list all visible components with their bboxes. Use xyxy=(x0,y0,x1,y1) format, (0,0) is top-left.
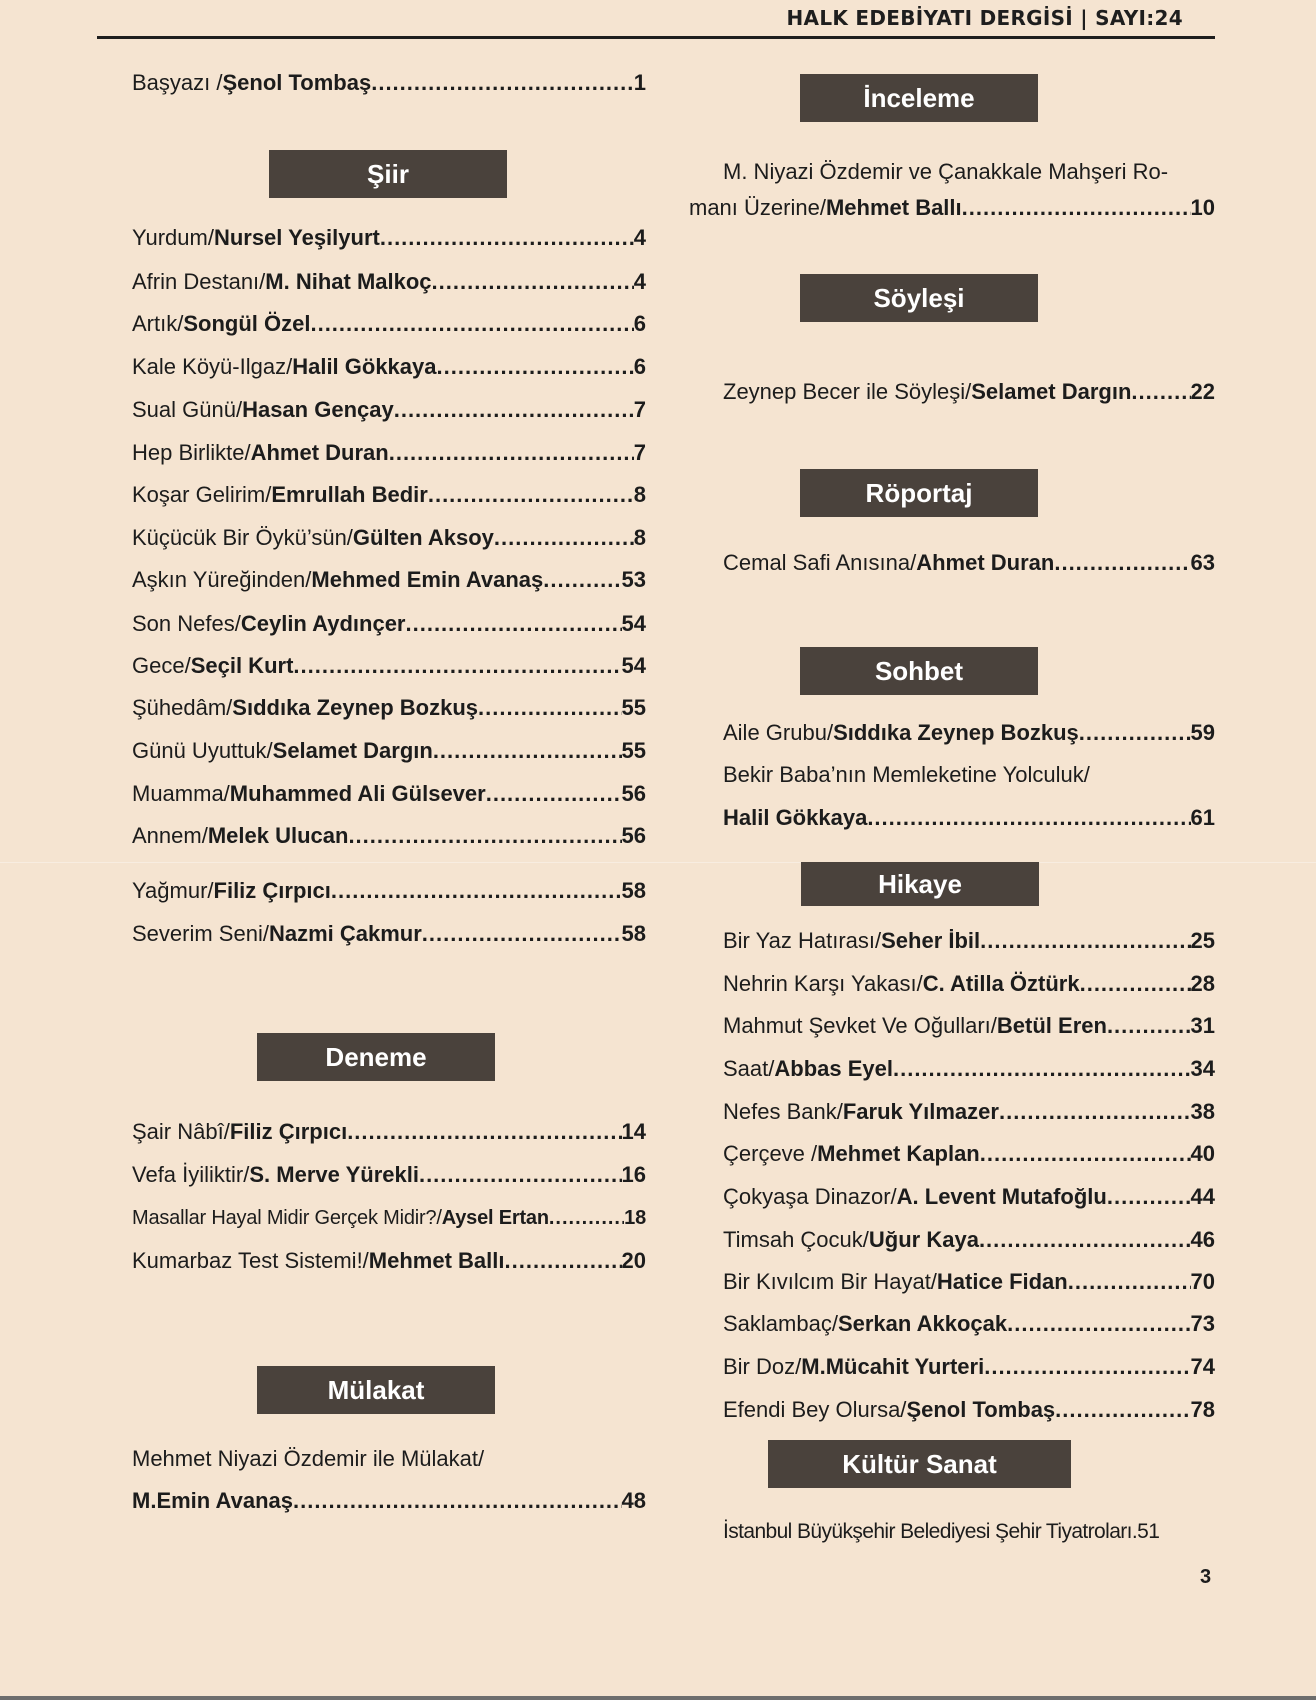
entry-page: 31 xyxy=(1190,1013,1215,1038)
entry-page: 22 xyxy=(1190,379,1215,404)
dot-leader xyxy=(293,651,621,681)
dot-leader xyxy=(1055,1395,1190,1425)
entry-title: Mahmut Şevket Ve Oğulları/ xyxy=(723,1013,997,1038)
entry-author: C. Atilla Öztürk xyxy=(922,971,1080,996)
entry-title: Yurdum/ xyxy=(132,225,214,250)
entry-title: Koşar Gelirim/ xyxy=(132,482,272,507)
entry-title: Çokyaşa Dinazor/ xyxy=(723,1184,897,1209)
entry-title: Nefes Bank/ xyxy=(723,1099,843,1124)
toc-entry-sohbet-1[interactable] xyxy=(689,718,1215,748)
dot-leader xyxy=(962,193,1191,223)
section-heading-roportaj: Röportaj xyxy=(800,469,1038,517)
entry-title: Afrin Destanı/ xyxy=(132,269,266,294)
dot-leader xyxy=(428,480,634,510)
dot-leader xyxy=(1068,1267,1191,1297)
toc-entry[interactable] xyxy=(132,1160,646,1190)
entry-author: Mehmet Ballı xyxy=(368,1248,505,1273)
section-heading-kultur-sanat: Kültür Sanat xyxy=(768,1440,1071,1488)
dot-leader xyxy=(422,919,622,949)
section-heading-deneme: Deneme xyxy=(257,1033,495,1081)
entry-page: 38 xyxy=(1190,1099,1215,1124)
toc-entry[interactable] xyxy=(689,1011,1215,1041)
dot-leader xyxy=(1107,1011,1191,1041)
entry-page: 61 xyxy=(1190,805,1215,830)
entry-author: Aysel Ertan xyxy=(441,1207,549,1229)
entry-title: Şair Nâbî/ xyxy=(132,1119,230,1144)
entry-author: Selamet Dargın xyxy=(971,379,1132,404)
dot-leader xyxy=(980,1139,1191,1169)
toc-entry-editorial[interactable] xyxy=(132,68,646,98)
entry-title: Efendi Bey Olursa/ xyxy=(723,1397,907,1422)
entry-page: 55 xyxy=(621,695,646,720)
entry-page: 18 xyxy=(624,1207,646,1229)
entry-page: 58 xyxy=(621,921,646,946)
dot-leader xyxy=(979,1225,1191,1255)
section-heading-mulakat: Mülakat xyxy=(257,1366,495,1414)
entry-page: 1 xyxy=(633,70,646,95)
entry-author: M. Nihat Malkoç xyxy=(265,269,432,294)
entry-title: Zeynep Becer ile Söyleşi/ xyxy=(723,379,972,404)
entry-page: 4 xyxy=(633,225,646,250)
entry-title: Günü Uyuttuk/ xyxy=(132,738,273,763)
page-header xyxy=(97,0,1215,39)
entry-author: M.Emin Avanaş xyxy=(132,1488,293,1513)
entry-author: Betül Eren xyxy=(996,1013,1107,1038)
page-number: 3 xyxy=(1200,1566,1212,1588)
kultur-sanat-entry[interactable]: İstanbul Büyükşehir Belediyesi Şehir Tiyatroları.51 xyxy=(723,1520,1160,1543)
entry-page: 16 xyxy=(621,1162,646,1187)
entry-title: Yağmur/ xyxy=(132,878,214,903)
inceleme-title-line[interactable]: M. Niyazi Özdemir ve Çanakkale Mahşeri Ro- xyxy=(723,159,1169,184)
entry-author: Nazmi Çakmur xyxy=(268,921,422,946)
entry-title: Bir Doz/ xyxy=(723,1354,802,1379)
toc-entry[interactable] xyxy=(689,926,1215,956)
entry-author: M.Mücahit Yurteri xyxy=(801,1354,985,1379)
toc-entry[interactable] xyxy=(132,352,646,382)
dot-leader xyxy=(419,1160,622,1190)
entry-author: Hasan Gençay xyxy=(242,397,394,422)
toc-entry-inceleme[interactable] xyxy=(689,193,1215,223)
dot-leader xyxy=(331,876,622,906)
toc-entry[interactable] xyxy=(132,395,646,425)
entry-title: Gece/ xyxy=(132,653,191,678)
entry-page: 20 xyxy=(621,1248,646,1273)
dot-leader xyxy=(984,1352,1190,1382)
toc-entry[interactable] xyxy=(132,919,646,949)
entry-page: 73 xyxy=(1190,1311,1215,1336)
entry-page: 6 xyxy=(633,311,646,336)
entry-page: 8 xyxy=(633,525,646,550)
entry-author: Muhammed Ali Gülsever xyxy=(229,781,486,806)
dot-leader xyxy=(406,609,622,639)
dot-leader xyxy=(1080,969,1191,999)
toc-entry[interactable] xyxy=(689,1139,1215,1169)
dot-leader xyxy=(310,309,633,339)
entry-author: Halil Gökkaya xyxy=(723,805,868,830)
toc-entry[interactable] xyxy=(132,779,646,809)
entry-page: 54 xyxy=(621,653,646,678)
mulakat-title-line[interactable]: Mehmet Niyazi Özdemir ile Mülakat/ xyxy=(132,1446,485,1471)
entry-page: 28 xyxy=(1190,971,1215,996)
entry-title: Nehrin Karşı Yakası/ xyxy=(723,971,923,996)
entry-author: Mehmet Kaplan xyxy=(817,1141,980,1166)
entry-title: Timsah Çocuk/ xyxy=(723,1227,869,1252)
entry-author: Seçil Kurt xyxy=(190,653,294,678)
toc-entry[interactable] xyxy=(132,438,646,468)
toc-entry[interactable] xyxy=(132,565,646,595)
toc-entry[interactable] xyxy=(689,1395,1215,1425)
sohbet-2-title-line[interactable]: Bekir Baba’nın Memleketine Yolculuk/ xyxy=(723,762,1090,787)
toc-entry[interactable] xyxy=(132,309,646,339)
toc-entry[interactable] xyxy=(689,1054,1215,1084)
dot-leader xyxy=(1007,1309,1190,1339)
entry-title: Artık/ xyxy=(132,311,184,336)
section-heading-soylesi: Söyleşi xyxy=(800,274,1038,322)
entry-author: Seher İbil xyxy=(881,928,981,953)
dot-leader xyxy=(505,1246,622,1276)
dot-leader xyxy=(348,821,621,851)
dot-leader xyxy=(494,523,634,553)
entry-author: Filiz Çırpıcı xyxy=(213,878,331,903)
entry-author: Filiz Çırpıcı xyxy=(229,1119,348,1144)
dot-leader xyxy=(486,779,622,809)
entry-author: Nursel Yeşilyurt xyxy=(213,225,380,250)
entry-author: A. Levent Mutafoğlu xyxy=(896,1184,1107,1209)
entry-author: Gülten Aksoy xyxy=(352,525,494,550)
dot-leader xyxy=(543,565,621,595)
entry-title: Saat/ xyxy=(723,1056,775,1081)
section-heading-siir: Şiir xyxy=(269,150,507,198)
toc-entry[interactable] xyxy=(132,1246,646,1276)
dot-leader xyxy=(1107,1182,1191,1212)
entry-title: Kumarbaz Test Sistemi!/ xyxy=(132,1248,369,1273)
entry-author: Selamet Dargın xyxy=(272,738,433,763)
entry-author: Ceylin Aydınçer xyxy=(240,611,406,636)
toc-entry[interactable] xyxy=(132,736,646,766)
entry-title: Severim Seni/ xyxy=(132,921,269,946)
entry-title: Cemal Safi Anısına/ xyxy=(723,550,917,575)
entry-author: Melek Ulucan xyxy=(207,823,349,848)
dot-leader xyxy=(380,223,634,253)
dot-leader xyxy=(549,1203,624,1233)
entry-author: Şenol Tombaş xyxy=(906,1397,1056,1422)
toc-entry[interactable] xyxy=(132,523,646,553)
dot-leader xyxy=(893,1054,1191,1084)
entry-page: 34 xyxy=(1190,1056,1215,1081)
toc-entry-sohbet-2[interactable] xyxy=(689,803,1215,833)
toc-entry[interactable] xyxy=(132,876,646,906)
entry-page: 40 xyxy=(1190,1141,1215,1166)
toc-entry[interactable] xyxy=(132,609,646,639)
dot-leader xyxy=(478,693,621,723)
toc-entry[interactable] xyxy=(689,1182,1215,1212)
toc-entry[interactable] xyxy=(689,1352,1215,1382)
entry-title: Vefa İyiliktir/ xyxy=(132,1162,250,1187)
entry-page: 25 xyxy=(1190,928,1215,953)
dot-leader xyxy=(1131,377,1190,407)
entry-title: Saklambaç/ xyxy=(723,1311,838,1336)
magazine-title: HALK EDEBİYATI DERGİSİ | SAYI:24 xyxy=(786,6,1183,30)
entry-title: Sual Günü/ xyxy=(132,397,243,422)
entry-author: Serkan Akkoçak xyxy=(837,1311,1008,1336)
dot-leader xyxy=(437,352,634,382)
toc-entry[interactable] xyxy=(132,480,646,510)
entry-title: Masallar Hayal Midir Gerçek Midir?/ xyxy=(132,1207,442,1229)
toc-entry-roportaj[interactable] xyxy=(689,548,1215,578)
toc-entry[interactable] xyxy=(132,693,646,723)
section-heading-sohbet: Sohbet xyxy=(800,647,1038,695)
entry-author: Abbas Eyel xyxy=(774,1056,893,1081)
entry-title: Muamma/ xyxy=(132,781,230,806)
dot-leader xyxy=(371,68,634,98)
entry-title: Çerçeve / xyxy=(723,1141,818,1166)
entry-page: 6 xyxy=(633,354,646,379)
entry-author: Mehmet Ballı xyxy=(825,195,962,220)
entry-author: Sıddıka Zeynep Bozkuş xyxy=(232,695,479,720)
entry-page: 8 xyxy=(633,482,646,507)
dot-leader xyxy=(432,267,634,297)
toc-entry[interactable] xyxy=(689,969,1215,999)
entry-page: 48 xyxy=(621,1488,646,1513)
toc-entry-soylesi[interactable] xyxy=(689,377,1215,407)
entry-page: 7 xyxy=(633,440,646,465)
entry-page: 14 xyxy=(621,1119,646,1144)
entry-author: S. Merve Yürekli xyxy=(249,1162,419,1187)
entry-page: 56 xyxy=(621,781,646,806)
dot-leader xyxy=(1054,548,1190,578)
toc-entry[interactable] xyxy=(689,1309,1215,1339)
entry-author: Ahmet Duran xyxy=(250,440,389,465)
section-heading-hikaye: Hikaye xyxy=(801,862,1039,906)
entry-page: 55 xyxy=(621,738,646,763)
section-heading-inceleme: İnceleme xyxy=(800,74,1038,122)
toc-entry[interactable] xyxy=(132,651,646,681)
entry-title: Son Nefes/ xyxy=(132,611,241,636)
entry-author: Mehmed Emin Avanaş xyxy=(311,567,544,592)
entry-author: Songül Özel xyxy=(183,311,311,336)
entry-page: 4 xyxy=(633,269,646,294)
dot-leader xyxy=(394,395,634,425)
entry-title: Aile Grubu/ xyxy=(723,720,834,745)
entry-page: 59 xyxy=(1190,720,1215,745)
entry-page: 70 xyxy=(1190,1269,1215,1294)
dot-leader xyxy=(867,803,1190,833)
entry-title: Şühedâm/ xyxy=(132,695,233,720)
dot-leader xyxy=(389,438,634,468)
entry-title: manı Üzerine/ xyxy=(689,195,826,220)
entry-page: 63 xyxy=(1190,550,1215,575)
dot-leader xyxy=(1079,718,1191,748)
entry-page: 56 xyxy=(621,823,646,848)
entry-page: 44 xyxy=(1190,1184,1215,1209)
entry-page: 74 xyxy=(1190,1354,1215,1379)
entry-title: Küçücük Bir Öykü’sün/ xyxy=(132,525,353,550)
toc-entry-mulakat[interactable] xyxy=(132,1486,646,1516)
entry-title: Başyazı / xyxy=(132,70,223,95)
entry-title: Kale Köyü-Ilgaz/ xyxy=(132,354,293,379)
entry-page: 58 xyxy=(621,878,646,903)
toc-entry[interactable] xyxy=(689,1267,1215,1297)
toc-entry[interactable] xyxy=(132,1203,646,1233)
toc-entry[interactable] xyxy=(132,267,646,297)
entry-page: 7 xyxy=(633,397,646,422)
entry-page: 46 xyxy=(1190,1227,1215,1252)
scan-fold-line xyxy=(0,862,1316,863)
entry-title: Aşkın Yüreğinden/ xyxy=(132,567,312,592)
entry-title: Hep Birlikte/ xyxy=(132,440,251,465)
entry-author: Emrullah Bedir xyxy=(271,482,428,507)
entry-page: 10 xyxy=(1190,195,1215,220)
entry-page: 78 xyxy=(1190,1397,1215,1422)
bottom-border xyxy=(0,1696,1316,1700)
entry-author: Halil Gökkaya xyxy=(292,354,437,379)
dot-leader xyxy=(980,926,1190,956)
toc-entry[interactable] xyxy=(689,1097,1215,1127)
entry-page: 53 xyxy=(621,567,646,592)
entry-author: Şenol Tombaş xyxy=(222,70,372,95)
entry-author: Uğur Kaya xyxy=(868,1227,979,1252)
entry-author: Ahmet Duran xyxy=(916,550,1055,575)
dot-leader xyxy=(999,1097,1191,1127)
entry-title: Bir Kıvılcım Bir Hayat/ xyxy=(723,1269,937,1294)
entry-author: Faruk Yılmazer xyxy=(842,1099,999,1124)
dot-leader xyxy=(293,1486,622,1516)
toc-entry[interactable] xyxy=(132,821,646,851)
entry-page: 54 xyxy=(621,611,646,636)
entry-title: Annem/ xyxy=(132,823,208,848)
toc-entry[interactable] xyxy=(132,223,646,253)
dot-leader xyxy=(433,736,622,766)
toc-entry[interactable] xyxy=(689,1225,1215,1255)
entry-author: Sıddıka Zeynep Bozkuş xyxy=(833,720,1079,745)
toc-entry[interactable] xyxy=(132,1117,646,1147)
entry-title: Bir Yaz Hatırası/ xyxy=(723,928,882,953)
entry-author: Hatice Fidan xyxy=(936,1269,1068,1294)
dot-leader xyxy=(347,1117,621,1147)
